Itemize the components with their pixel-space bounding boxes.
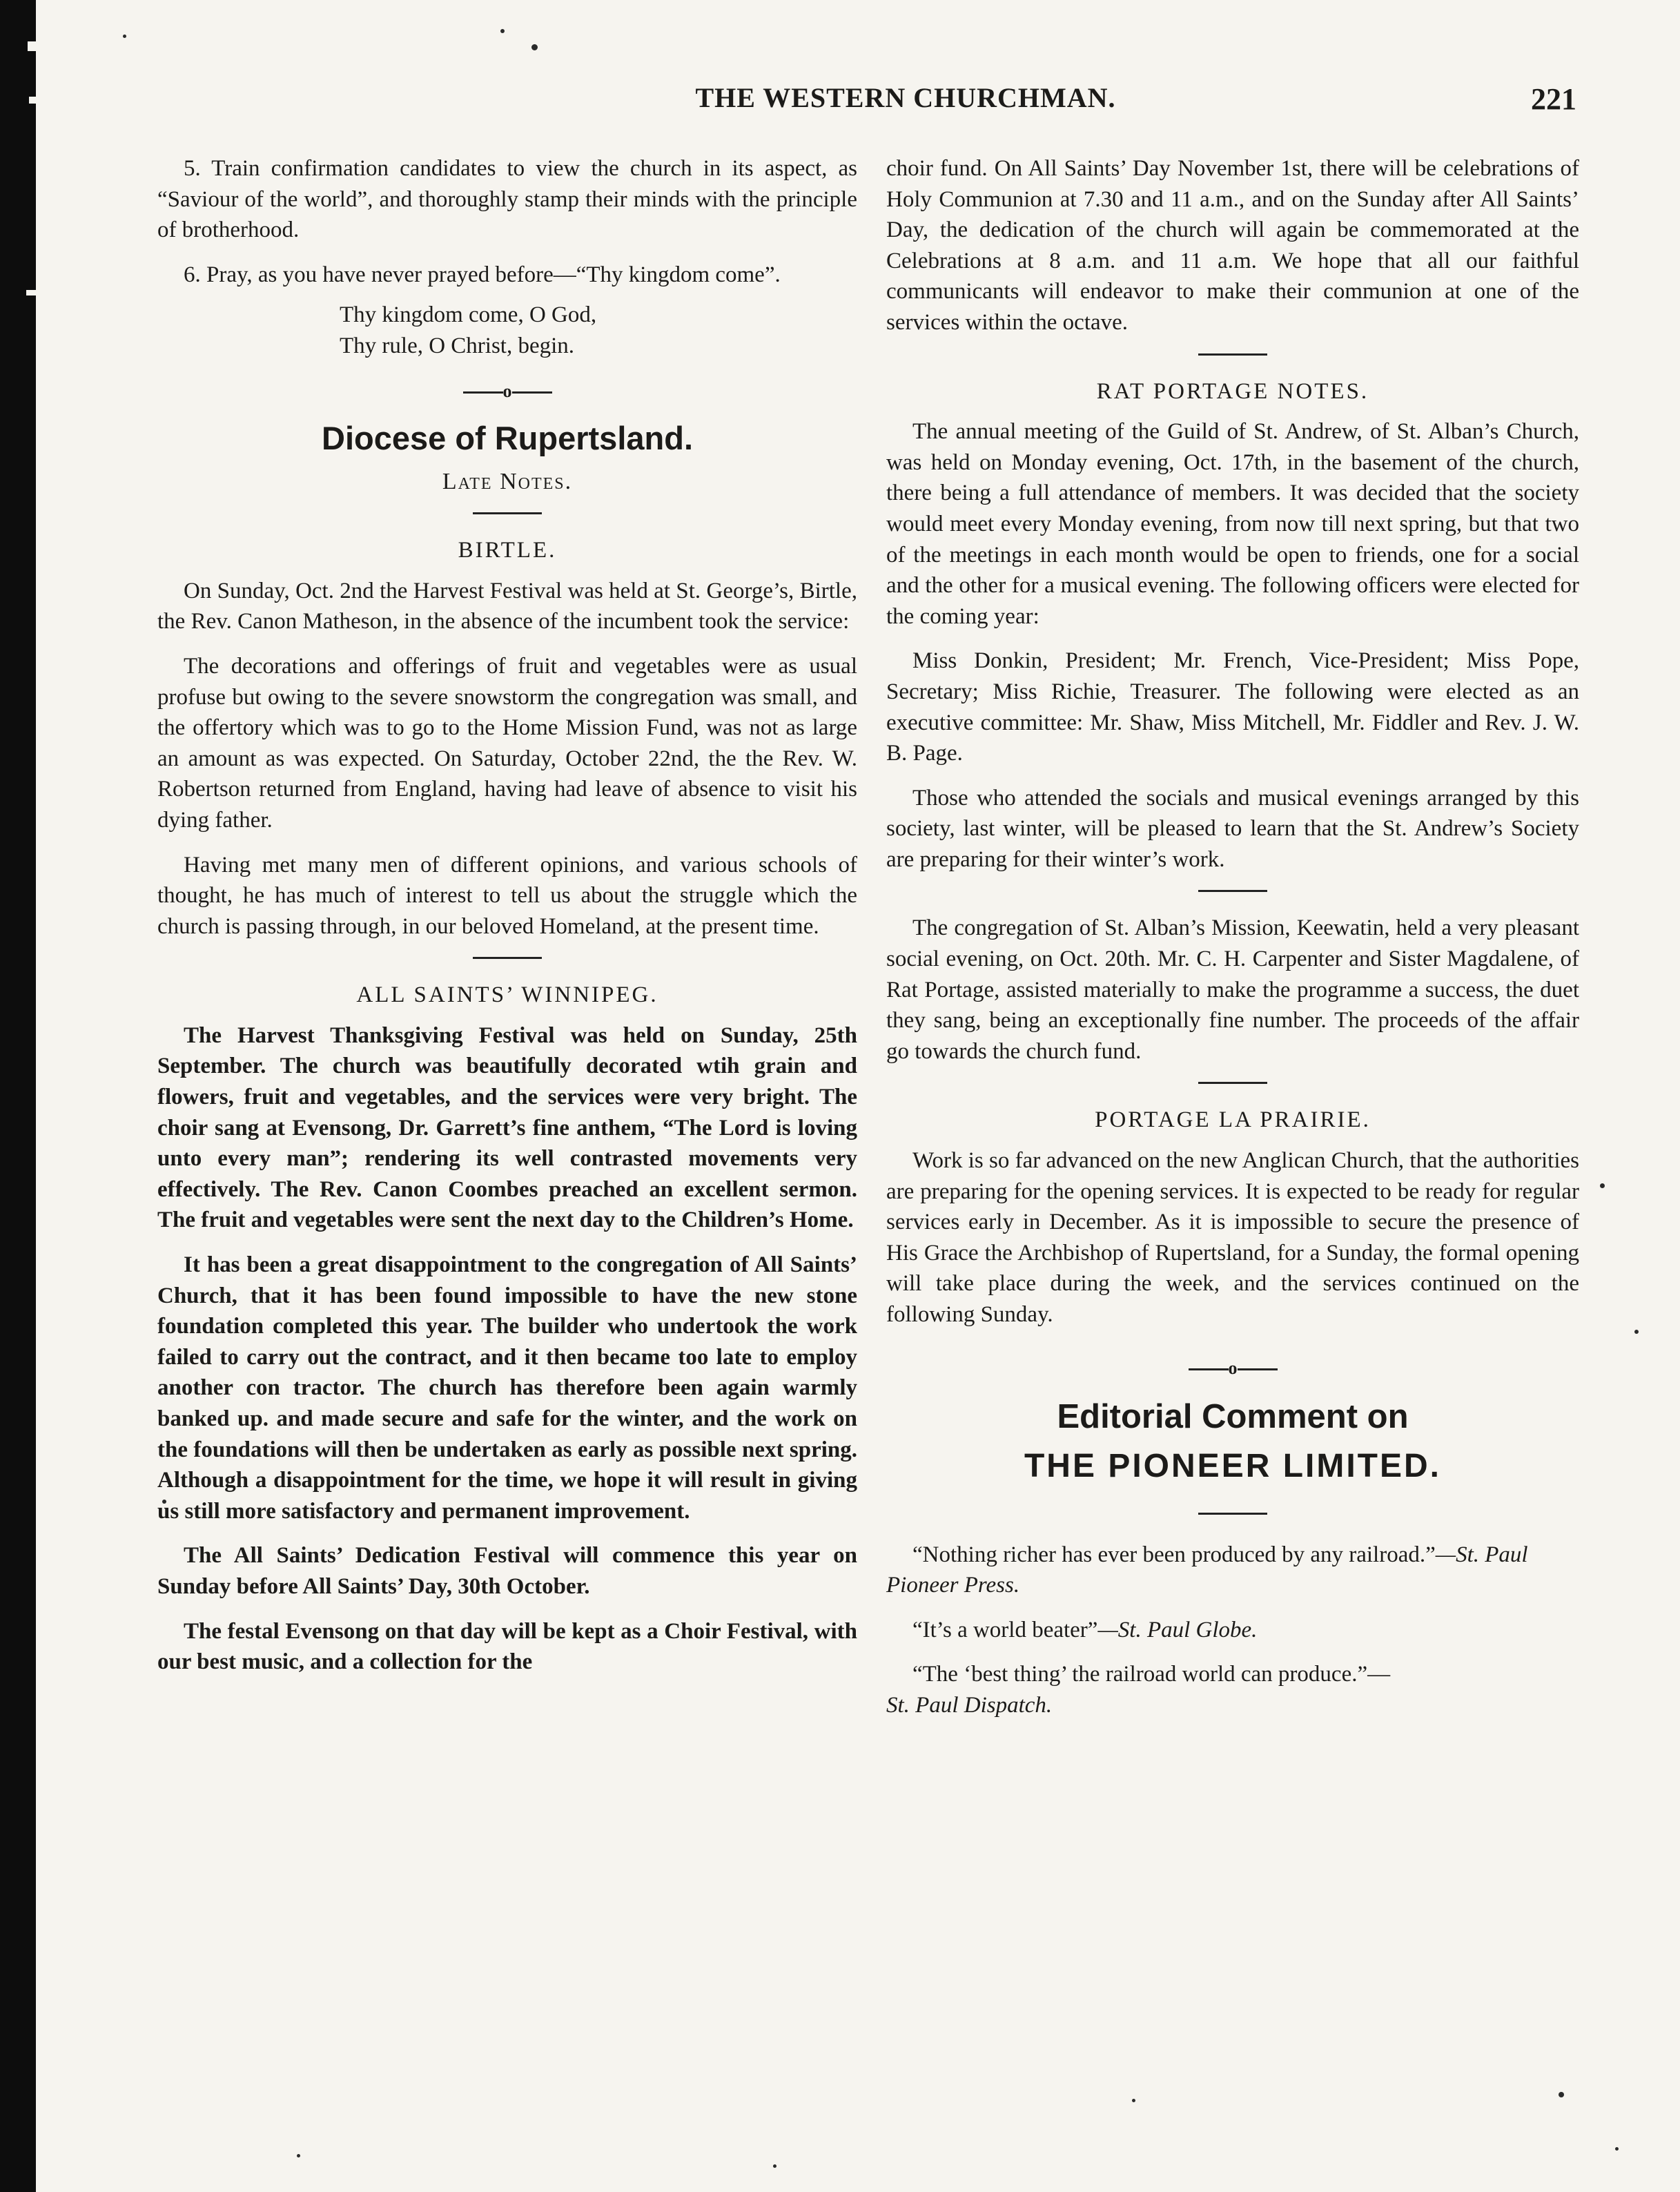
numbered-item-6: 6. Pray, as you have never prayed before—“Thy kingdom come”. — [184, 262, 781, 287]
section-heading-all-saints: ALL SAINTS’ WINNIPEG. — [356, 982, 658, 1008]
scan-speck — [123, 35, 126, 38]
all-saints-paragraph: The All Saints’ Dedication Festival will commence this year on Sunday before All Saints’ Day, 30th October. — [157, 1543, 857, 1599]
quote-source: —St. Paul Pioneer Press. — [886, 1542, 1528, 1598]
birtle-paragraph: Having met many men of different opinions, and various schools of thought, he has much of interest to tell us about the struggle which the church is passing through, in our beloved Homeland, at the present time. — [157, 852, 857, 939]
divider-mark: o — [502, 380, 512, 401]
section-heading-birtle: BIRTLE. — [458, 538, 557, 563]
rat-portage-paragraph: The annual meeting of the Guild of St. Andrew, of St. Alban’s Church, was held on Monday evening, Oct. 17th, in the basement of the church, there being a full attendance of members. It was decided that the society would meet every Monday evening, from now till next spring, but that two of the meetings in each month would be open to friends, one for a social and the other for a musical evening. The following officers were elected for the coming year: — [886, 419, 1579, 629]
all-saints-paragraph: The Harvest Thanksgiving Festival was held on Sunday, 25th September. The church was beautifully decorated wtih grain and flowers, fruit and vegetables, and the services were very bright. The choir sang at Evensong, Dr. Garrett’s fine anthem, “The Lord is loving unto every man”; rendering its well contrasted movements very effectively. The Rev. Canon Coombes preached an excellent sermon. The fruit and vegetables were sent the next day to the Children’s Home. — [157, 1022, 857, 1233]
quote-text: “It’s a world beater” — [912, 1617, 1098, 1642]
scan-speck — [1559, 2092, 1564, 2097]
editorial-quote — [886, 1659, 1579, 1720]
short-rule — [1198, 353, 1267, 356]
scan-edge-bar — [0, 0, 36, 2192]
diocese-title: Diocese of Rupertsland. — [322, 419, 693, 456]
section-divider — [157, 381, 857, 402]
editorial-title-line1: Editorial Comment on — [1057, 1397, 1409, 1435]
right-column — [886, 153, 1579, 1735]
scan-speck — [297, 2154, 300, 2157]
scan-speck — [500, 29, 505, 33]
scan-speck — [1132, 2099, 1135, 2102]
scan-edge-nick — [29, 97, 36, 104]
portage-paragraph: Work is so far advanced on the new Anglican Church, that the authorities are preparing for the opening services. It is expected to be ready for regular services early in December. As it is impossible to secure the presence of His Grace the Archbishop of Rupertsland, for a Sunday, the formal opening will take place during the week, and the services continued on the following Sunday. — [886, 1148, 1579, 1327]
section-divider — [886, 1358, 1579, 1379]
quote-source: —St. Paul Globe. — [1097, 1617, 1258, 1642]
continued-paragraph: choir fund. On All Saints’ Day November 1st, there will be celebrations of Holy Communion at 7.30 and 11 a.m., and on the Sunday after All Saints’ Day, the dedication of the church will again be commemorated at the Celebrations at 8 a.m. and 11 a.m. We hope that all our faithful communicants will endeavor to make their communion at one of the services within the octave. — [886, 156, 1579, 335]
page-number: 221 — [1531, 82, 1576, 116]
all-saints-paragraph: It has been a great disappointment to the congregation of All Saints’ Church, that it has been found impossible to have the new stone foundation completed this year. The builder who undertook the work failed to carry out the contract, and it then became too late to employ another con tractor. The church has therefore been again warmly banked up. and made secure and safe for the winter, and the work on the foundations will then be undertaken as early as possible next spring. Although a disappointment for the time, we hope it will result in giving us still more satisfactory and permanent improvement. — [157, 1252, 857, 1524]
verse-line: Thy kingdom come, O God, — [340, 302, 597, 328]
short-rule — [1198, 1513, 1267, 1515]
hymn-verse — [157, 300, 857, 361]
quote-text: “Nothing richer has ever been produced by any railroad.” — [912, 1542, 1436, 1567]
editorial-title-line2: THE PIONEER LIMITED. — [1024, 1447, 1442, 1484]
numbered-item-5: 5. Train confirmation candidates to view the church in its aspect, as “Saviour of the world”, and thoroughly stamp their minds with the principle of brotherhood. — [157, 156, 857, 243]
rat-portage-paragraph: Miss Donkin, President; Mr. French, Vice-President; Miss Pope, Secretary; Miss Richie, Treasurer. The following were elected as an executive committee: Mr. Shaw, Miss Mitchell, Mr. Fiddler and Rev. J. W. B. Page. — [886, 648, 1579, 766]
birtle-paragraph: The decorations and offerings of fruit and vegetables were as usual profuse but owing to the severe snowstorm the congregation was small, and the offertory which was to go to the Home Mission Fund, was not as large an amount as was expected. On Saturday, October 22nd, the the Rev. W. Robertson returned from England, having had leave of absence to visit his dying father. — [157, 653, 857, 833]
quote-text: “The ‘best thing’ the railroad world can produce.”— — [912, 1662, 1391, 1687]
divider-mark: o — [1228, 1357, 1238, 1378]
editorial-quote — [886, 1615, 1579, 1646]
birtle-paragraph: On Sunday, Oct. 2nd the Harvest Festival was held at St. George’s, Birtle, the Rev. Canon Matheson, in the absence of the incumbent took the service: — [157, 578, 857, 634]
late-notes-subtitle: Late Notes. — [442, 468, 573, 494]
short-rule — [1198, 1082, 1267, 1084]
all-saints-paragraph: The festal Evensong on that day will be kept as a Choir Festival, with our best music, and a collection for the — [157, 1618, 857, 1675]
short-rule — [473, 512, 542, 514]
editorial-quote — [886, 1540, 1579, 1601]
scan-speck — [1634, 1330, 1639, 1334]
scan-speck — [773, 2164, 776, 2168]
section-heading-portage: PORTAGE LA PRAIRIE. — [1095, 1107, 1371, 1133]
quote-source: St. Paul Dispatch. — [886, 1692, 1053, 1718]
scan-edge-nick — [28, 41, 36, 51]
scan-edge-nick — [26, 290, 36, 295]
running-title: THE WESTERN CHURCHMAN. — [695, 82, 1116, 113]
short-rule — [1198, 890, 1267, 892]
rat-portage-paragraph: Those who attended the socials and musical evenings arranged by this society, last winter, will be pleased to learn that the St. Andrew’s Society are preparing for their winter’s work. — [886, 785, 1579, 872]
short-rule — [473, 957, 542, 959]
rat-portage-paragraph: The congregation of St. Alban’s Mission, Keewatin, held a very pleasant social evening, on Oct. 20th. Mr. C. H. Carpenter and Sister Magdalene, of Rat Portage, assisted materially to make the programme a success, the duet they sang, being an exceptionally fine number. The proceeds of the affair go towards the church fund. — [886, 915, 1579, 1064]
scan-speck — [1615, 2147, 1619, 2151]
scan-speck — [1600, 1183, 1605, 1188]
left-column — [157, 153, 857, 1691]
verse-line: Thy rule, O Christ, begin. — [340, 333, 575, 358]
scan-speck — [531, 44, 538, 50]
section-heading-rat-portage: RAT PORTAGE NOTES. — [1096, 378, 1369, 404]
